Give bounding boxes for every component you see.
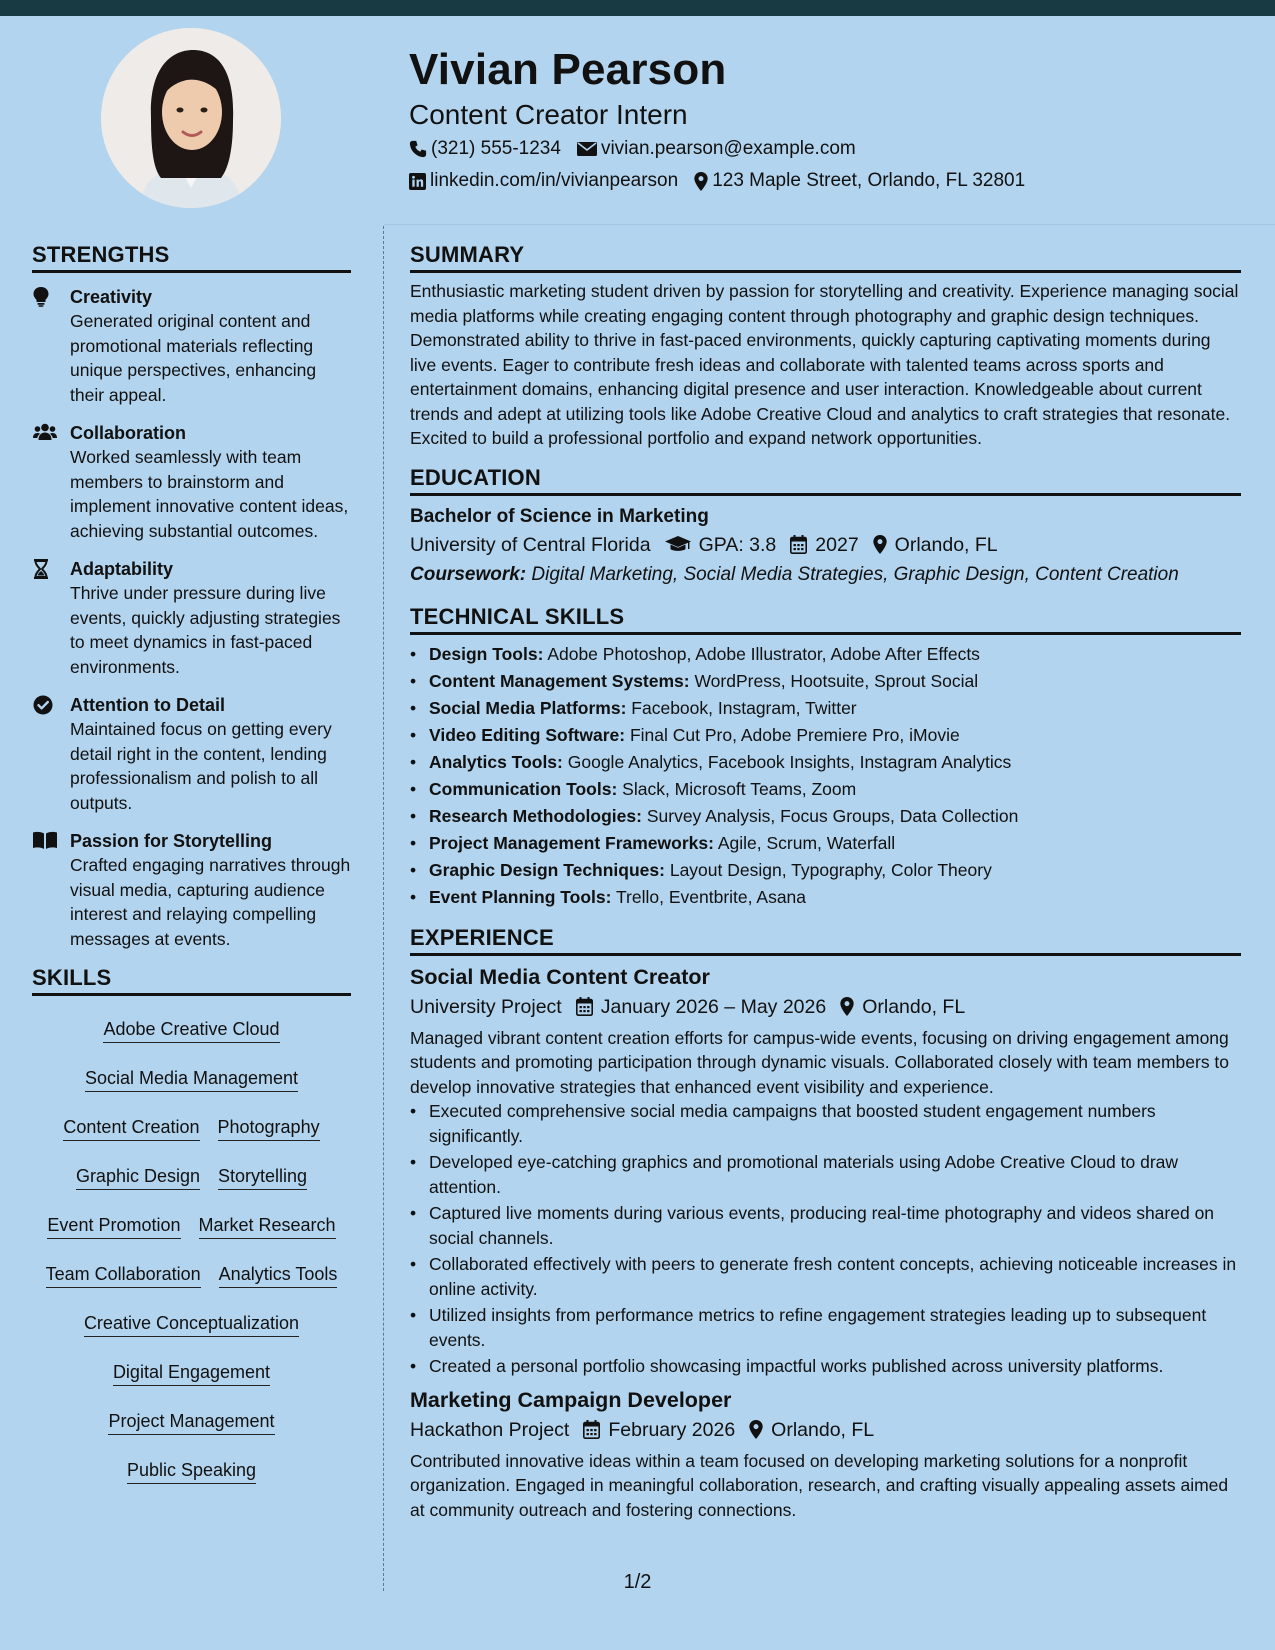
tech-skill-item: • Graphic Design Techniques: Layout Design, Typography, Color Theory [410, 857, 1241, 884]
linkedin-icon [409, 173, 426, 190]
skill-tag: Creative Conceptualization [84, 1304, 299, 1337]
calendar-icon [576, 997, 593, 1016]
strength-item [32, 285, 351, 407]
job-bullet: • Executed comprehensive social media campaigns that boosted student engagement numbers significantly. [410, 1099, 1241, 1148]
dates-text: February 2026 [608, 1418, 736, 1441]
job-description: Managed vibrant content creation efforts for campus-wide events, focusing on driving engagement among students and promoting participation through dynamic visuals. Collaborated closely with team members to develop innovative strategies that enhanced event visibility and experience. [410, 1027, 1230, 1097]
email-text[interactable]: vivian.pearson@example.com [600, 138, 856, 159]
strength-desc: Thrive under pressure during live events, quickly adjusting strategies to meet dynamics in fast-paced environments. [70, 583, 341, 677]
header-info [409, 44, 1249, 196]
location-item [873, 530, 998, 560]
job-meta [410, 992, 1241, 1022]
top-bar [0, 0, 1275, 16]
coursework-label: Coursework: [410, 563, 527, 585]
dates-text: January 2026 – May 2026 [600, 995, 827, 1018]
coursework-text: Digital Marketing, Social Media Strategies, Graphic Design, Content Creation [531, 563, 1179, 585]
graduation-cap-icon [665, 536, 691, 554]
tech-skill-item: • Research Methodologies: Survey Analysis, Focus Groups, Data Collection [410, 803, 1241, 830]
coursework [410, 560, 1241, 590]
location-text: Orlando, FL [862, 995, 966, 1018]
job-entry [410, 1385, 1241, 1523]
job-bullet: • Collaborated effectively with peers to generate fresh content concepts, achieving noticeable increases in online activity. [410, 1252, 1241, 1301]
skill-tag: Event Promotion [47, 1206, 180, 1239]
strength-title: Passion for Storytelling [70, 831, 273, 851]
tech-skill-item: • Social Media Platforms: Facebook, Instagram, Twitter [410, 695, 1241, 722]
candidate-title: Content Creator Intern [409, 99, 688, 130]
year-text: 2027 [815, 533, 859, 556]
strength-item [32, 421, 351, 543]
org-item [410, 992, 562, 1022]
strength-title: Creativity [70, 287, 153, 307]
profile-photo [101, 28, 281, 208]
strengths-heading: STRENGTHS [32, 242, 351, 273]
strength-title: Attention to Detail [70, 695, 225, 715]
degree: Bachelor of Science in Marketing [410, 505, 709, 527]
skill-tag: Team Collaboration [46, 1255, 201, 1288]
skill-tag: Content Creation [63, 1108, 199, 1141]
tech-skill-item: • Event Planning Tools: Trello, Eventbrite, Asana [410, 884, 1241, 911]
skill-cloud [32, 1004, 351, 1494]
skill-tag: Public Speaking [127, 1451, 256, 1484]
education-meta [410, 530, 1241, 560]
strength-desc: Generated original content and promotional materials reflecting unique perspectives, enhancing their appeal. [70, 311, 317, 405]
phone-item [409, 134, 561, 164]
job-bullets [410, 1099, 1241, 1379]
contact-row-2 [409, 166, 1249, 196]
job-title: Social Media Content Creator [410, 964, 710, 989]
strength-item [32, 557, 351, 679]
strength-item [32, 829, 351, 951]
page-number: 1/2 [623, 1571, 652, 1593]
job-bullet: • Created a personal portfolio showcasing impactful works published across university platforms. [410, 1354, 1241, 1379]
main-column [410, 242, 1241, 1522]
map-pin-icon [749, 1420, 763, 1439]
location-text: Orlando, FL [894, 533, 998, 556]
column-divider [383, 226, 384, 1591]
experience-heading: EXPERIENCE [410, 925, 1241, 956]
summary-text: Enthusiastic marketing student driven by passion for storytelling and creativity. Experience managing social media platforms while creating engaging content through photography and graphic design techniques. Demonstrated ability to thrive in fast-paced environments, quickly capturing captivating moments during live events. Eager to contribute fresh ideas and collaborate with talented teams across sports and entertainment domains, enhancing digital presence and user interaction. Knowledgeable about current trends and adept at utilizing tools like Adobe Creative Cloud and analytics to craft strategies that resonate. Excited to build a professional portfolio and expand network opportunities. [410, 281, 1239, 448]
skill-tag: Storytelling [218, 1157, 307, 1190]
school-name: University of Central Florida [410, 533, 651, 556]
job-bullet: • Developed eye-catching graphics and promotional materials using Adobe Creative Cloud to draw attention. [410, 1150, 1241, 1199]
map-pin-icon [840, 997, 854, 1016]
location-item [749, 1415, 874, 1445]
org-text: Hackathon Project [410, 1418, 570, 1441]
tech-skill-item: • Project Management Frameworks: Agile, Scrum, Waterfall [410, 830, 1241, 857]
dates-item [583, 1415, 735, 1445]
sidebar [32, 242, 351, 1494]
skill-tag: Analytics Tools [219, 1255, 338, 1288]
phone-text: (321) 555-1234 [431, 138, 561, 159]
org-item [410, 1415, 569, 1445]
strength-title: Adaptability [70, 559, 174, 579]
tech-skill-item: • Video Editing Software: Final Cut Pro, Adobe Premiere Pro, iMovie [410, 722, 1241, 749]
technical-skills-heading: TECHNICAL SKILLS [410, 604, 1241, 635]
skill-tag: Adobe Creative Cloud [103, 1010, 279, 1043]
phone-icon [409, 140, 427, 158]
tech-skill-item: • Analytics Tools: Google Analytics, Facebook Insights, Instagram Analytics [410, 749, 1241, 776]
gpa-text: GPA: 3.8 [698, 533, 777, 556]
map-pin-icon [694, 172, 708, 191]
hourglass-icon [33, 559, 49, 579]
address-text: 123 Maple Street, Orlando, FL 32801 [712, 170, 1026, 191]
skill-tag: Photography [218, 1108, 320, 1141]
year-item [790, 530, 858, 560]
job-bullet: • Utilized insights from performance metrics to refine engagement strategies leading up to subsequent events. [410, 1303, 1241, 1352]
open-book-icon [33, 831, 57, 849]
lightbulb-icon [33, 287, 49, 307]
job-meta [410, 1415, 1241, 1445]
strength-title: Collaboration [70, 423, 186, 443]
linkedin-text[interactable]: linkedin.com/in/vivianpearson [430, 170, 679, 191]
dates-item [576, 992, 827, 1022]
tech-skill-item: • Communication Tools: Slack, Microsoft Teams, Zoom [410, 776, 1241, 803]
location-item [840, 992, 965, 1022]
summary-heading: SUMMARY [410, 242, 1241, 273]
skill-tag: Graphic Design [76, 1157, 200, 1190]
technical-skills-list [410, 641, 1241, 911]
envelope-icon [577, 141, 597, 157]
location-text: Orlando, FL [771, 1418, 875, 1441]
job-title: Marketing Campaign Developer [410, 1387, 732, 1412]
header-divider [384, 224, 1275, 225]
calendar-icon [583, 1420, 600, 1439]
strength-desc: Crafted engaging narratives through visual media, capturing audience interest and relaying compelling messages at events. [70, 855, 351, 949]
calendar-icon [790, 535, 807, 554]
users-icon [33, 423, 57, 441]
skill-tag: Social Media Management [85, 1059, 298, 1092]
contact-row-1 [409, 134, 1249, 164]
job-description: Contributed innovative ideas within a team focused on developing marketing solutions for a nonprofit organization. Engaged in meaningful collaboration, research, and crafting visually appealing assets aimed at community outreach and fostering connections. [410, 1450, 1229, 1520]
address-item [694, 166, 1025, 196]
education-heading: EDUCATION [410, 465, 1241, 496]
org-text: University Project [410, 995, 562, 1018]
skill-tag: Market Research [199, 1206, 336, 1239]
skill-tag: Digital Engagement [113, 1353, 270, 1386]
skills-heading: SKILLS [32, 965, 351, 996]
job-bullet: • Captured live moments during various events, producing real-time photography and videos shared on social channels. [410, 1201, 1241, 1250]
school-item [410, 530, 651, 560]
check-circle-icon [33, 695, 53, 715]
skill-tag: Project Management [108, 1402, 274, 1435]
strength-desc: Worked seamlessly with team members to brainstorm and implement innovative content ideas, achieving substantial outcomes. [70, 447, 349, 541]
candidate-name: Vivian Pearson [409, 45, 727, 94]
map-pin-icon [873, 535, 887, 554]
strength-desc: Maintained focus on getting every detail right in the content, lending professionalism and polish to all outputs. [70, 719, 332, 813]
job-entry [410, 962, 1241, 1379]
email-item[interactable] [577, 134, 856, 164]
tech-skill-item: • Content Management Systems: WordPress, Hootsuite, Sprout Social [410, 668, 1241, 695]
strength-item [32, 693, 351, 815]
gpa-item [665, 530, 777, 560]
linkedin-item[interactable] [409, 166, 678, 196]
strengths-list [32, 285, 351, 951]
tech-skill-item: • Design Tools: Adobe Photoshop, Adobe Illustrator, Adobe After Effects [410, 641, 1241, 668]
